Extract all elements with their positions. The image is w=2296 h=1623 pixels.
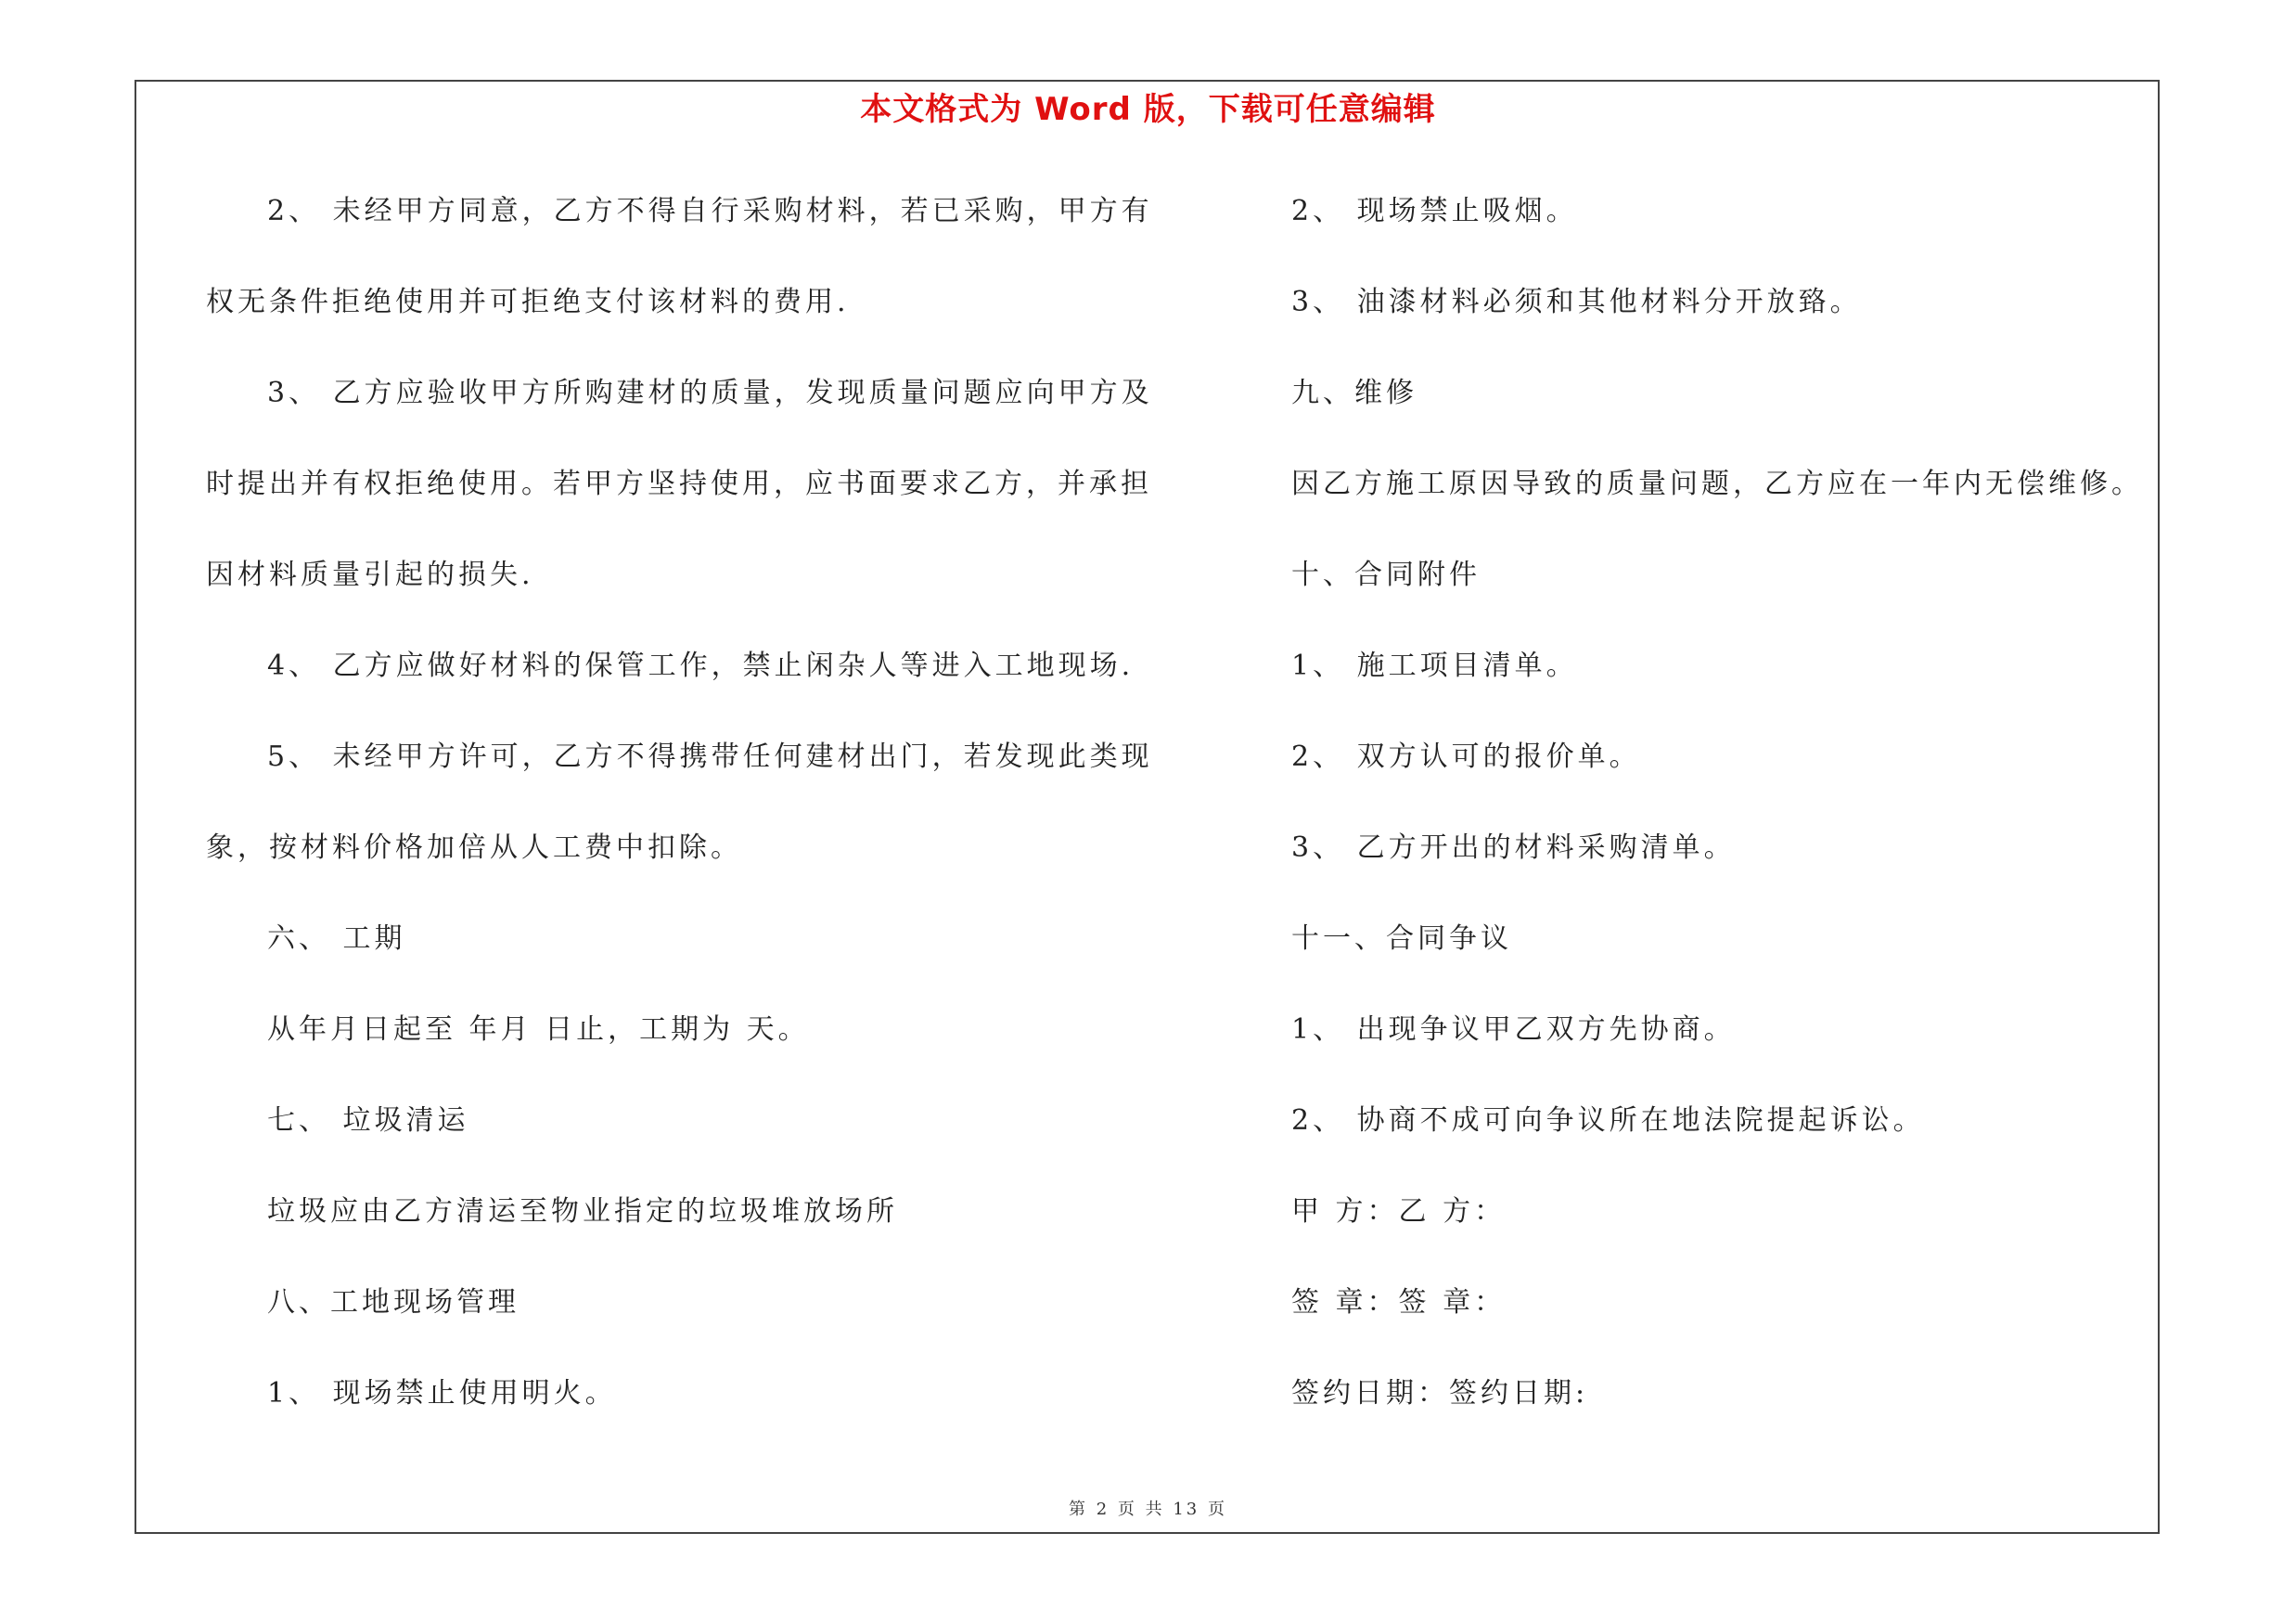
paragraph-line: 2、 双方认可的报价单。: [1291, 741, 1641, 773]
left-column: [206, 184, 1153, 1457]
paragraph-line: 4、 乙方应做好材料的保管工作，禁止闲杂人等进入工地现场.: [267, 650, 1135, 682]
paragraph-line: 因材料质量引起的损失.: [206, 559, 534, 591]
paragraph-line: 时提出并有权拒绝使用。若甲方坚持使用，应书面要求乙方，并承担: [206, 468, 1152, 500]
signature-seal-line: 签 章：签 章：: [1291, 1286, 1507, 1319]
signature-party-line: 甲 方：乙 方：: [1291, 1195, 1507, 1228]
paragraph-line: 权无条件拒绝使用并可拒绝支付该材料的费用.: [206, 286, 850, 318]
section-heading: 八、工地现场管理: [267, 1286, 519, 1319]
section-heading: 十、合同附件: [1291, 559, 1481, 591]
paragraph-line: 因乙方施工原因导致的质量问题，乙方应在一年内无偿维修。: [1291, 468, 2143, 500]
page-number-footer: 第 2 页 共 13 页: [1069, 1500, 1227, 1519]
paragraph-line: 1、 现场禁止使用明火。: [267, 1377, 617, 1410]
paragraph-line: 3、 乙方应验收甲方所购建材的质量，发现质量问题应向甲方及: [267, 377, 1153, 409]
section-heading: 十一、合同争议: [1291, 922, 1512, 955]
paragraph-line: 3、 油漆材料必须和其他材料分开放臵。: [1291, 286, 1862, 318]
paragraph-line: 5、 未经甲方许可，乙方不得携带任何建材出门，若发现此类现: [267, 741, 1153, 773]
paragraph-line: 象，按材料价格加倍从人工费中扣除。: [206, 831, 742, 864]
paragraph-line: 2、 协商不成可向争议所在地法院提起诉讼。: [1291, 1104, 1925, 1137]
paragraph-line: 2、 现场禁止吸烟。: [1291, 195, 1578, 227]
paragraph-line: 2、 未经甲方同意，乙方不得自行采购材料，若已采购，甲方有: [267, 195, 1153, 227]
paragraph-line: 从年月日起至 年月 日止，工期为 天。: [267, 1013, 810, 1046]
section-heading: 七、 垃圾清运: [267, 1104, 469, 1137]
paragraph-line: 3、 乙方开出的材料采购清单。: [1291, 831, 1736, 864]
paragraph-line: 1、 出现争议甲乙双方先协商。: [1291, 1013, 1736, 1046]
section-heading: 六、 工期: [267, 922, 406, 955]
section-heading: 九、维修: [1291, 377, 1417, 409]
format-banner: 本文格式为 Word 版，下载可任意编辑: [860, 91, 1436, 128]
paragraph-line: 1、 施工项目清单。: [1291, 650, 1578, 682]
right-column: [1291, 184, 2154, 1457]
signature-date-line: 签约日期：签约日期:: [1291, 1377, 1589, 1410]
paragraph-line: 垃圾应由乙方清运至物业指定的垃圾堆放场所: [267, 1195, 898, 1228]
